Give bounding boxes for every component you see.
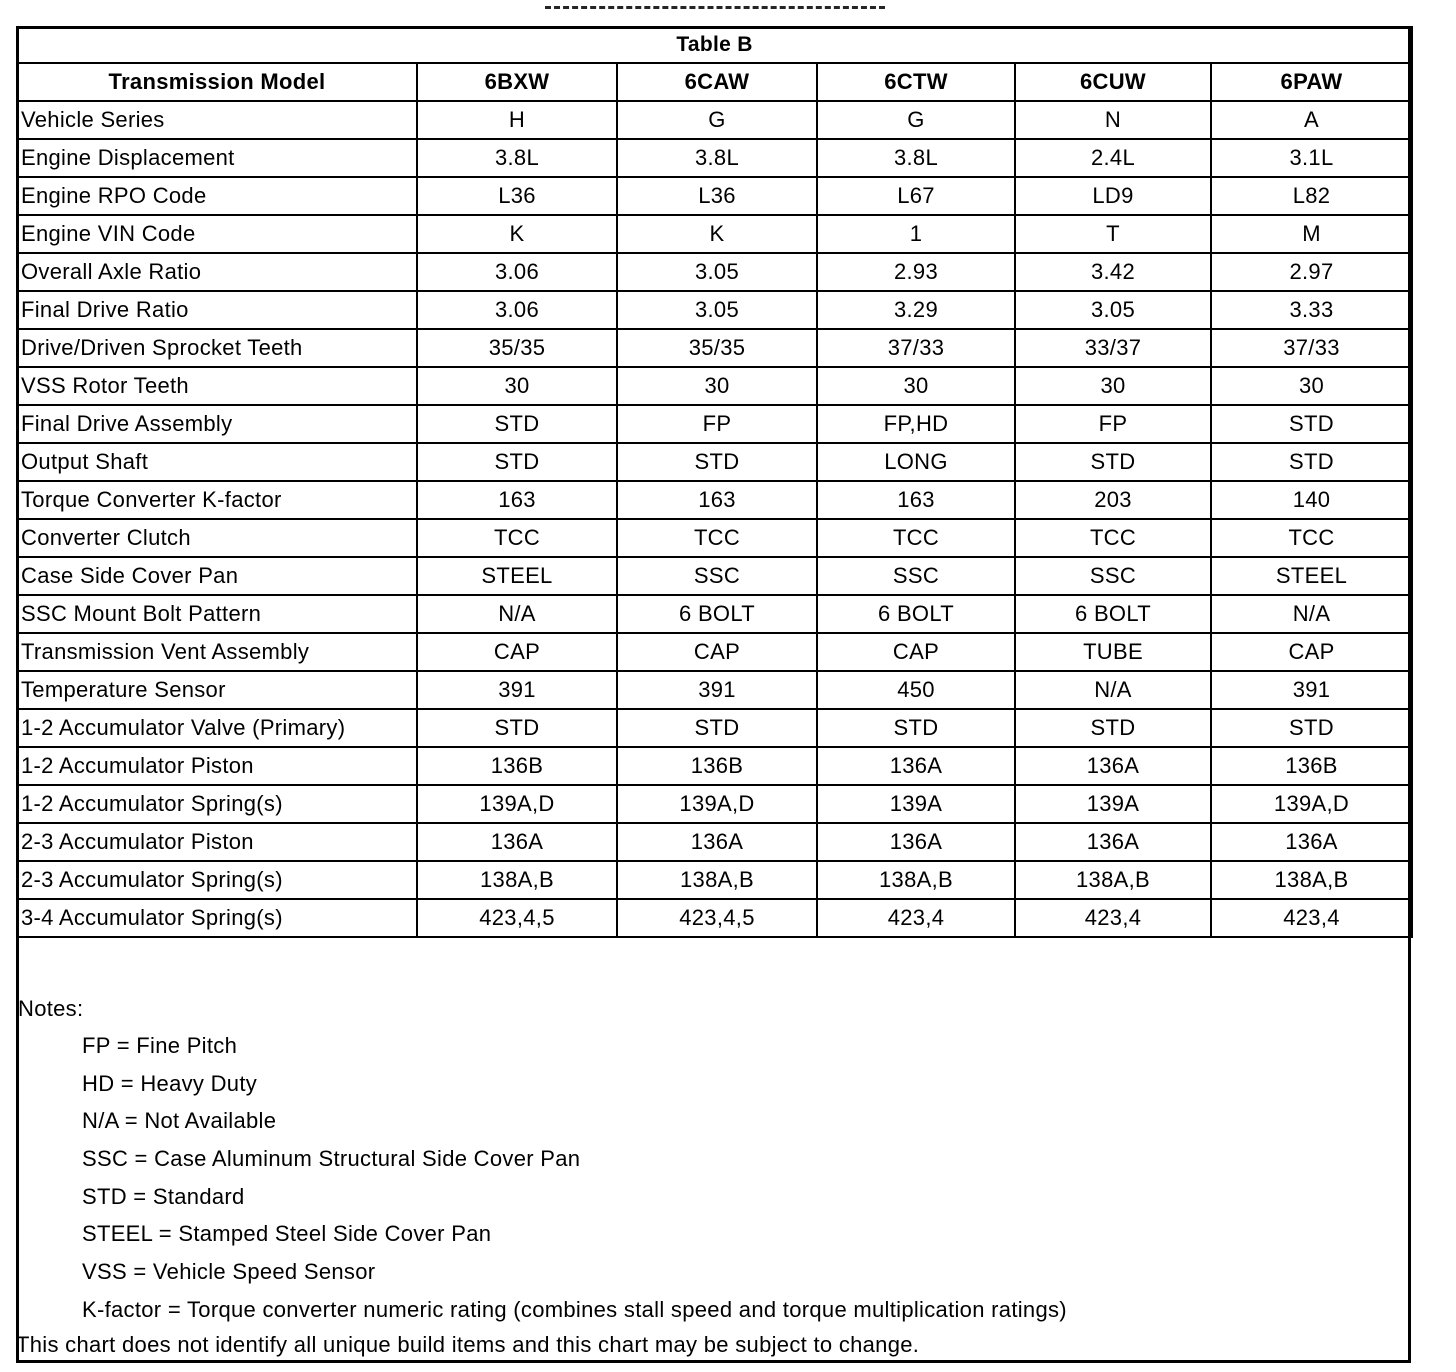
notes-heading: Notes: [18,996,84,1021]
table-cell: STD [417,405,617,443]
table-cell: 1 [817,215,1015,253]
note-item: STD = Standard [82,1183,245,1209]
row-label: Overall Axle Ratio [17,253,417,291]
table-cell: 3.1L [1211,139,1412,177]
row-label: VSS Rotor Teeth [17,367,417,405]
table-cell: 163 [817,481,1015,519]
table-cell: TCC [417,519,617,557]
table-row [17,481,1412,519]
table-cell: 136A [1211,823,1412,861]
table-cell: FP [1015,405,1211,443]
table-cell: 3.05 [617,291,817,329]
table-row [17,253,1412,291]
row-label: Final Drive Assembly [17,405,417,443]
table-cell: 2.4L [1015,139,1211,177]
note-item: FP = Fine Pitch [82,1033,238,1058]
table-cell: STD [1015,443,1211,481]
table-cell: 3.8L [417,139,617,177]
header-model: 6CTW [817,63,1015,101]
table-row [17,367,1412,405]
table-cell: 391 [1211,671,1412,709]
table-row [17,747,1412,785]
table-cell: TCC [1015,519,1211,557]
table-row [17,443,1412,481]
table-cell: 3.06 [417,253,617,291]
table-cell: 3.8L [817,139,1015,177]
table-row [17,291,1412,329]
table-row [17,633,1412,671]
table-cell: SSC [617,557,817,595]
table-cell: 136B [1211,747,1412,785]
table-cell: 6 BOLT [617,595,817,633]
table-cell: FP,HD [817,405,1015,443]
table-cell: L36 [417,177,617,215]
table-cell: 136A [817,823,1015,861]
table-cell: 3.06 [417,291,617,329]
table-cell: 139A,D [417,785,617,823]
table-cell: 3.33 [1211,291,1412,329]
note-item: VSS = Vehicle Speed Sensor [82,1259,376,1285]
header-model: 6BXW [417,63,617,101]
table-cell: STD [617,443,817,481]
table-cell: 136B [617,747,817,785]
table-cell: STEEL [417,557,617,595]
row-label: Temperature Sensor [17,671,417,709]
table-cell: 138A,B [817,861,1015,899]
transmission-spec-table [16,26,1413,938]
table-cell: 423,4 [817,899,1015,937]
table-cell: TCC [617,519,817,557]
row-label: Torque Converter K-factor [17,481,417,519]
table-row [17,899,1412,937]
table-cell: STD [417,709,617,747]
row-label: Engine VIN Code [17,215,417,253]
table-cell: 139A [817,785,1015,823]
table-row [17,329,1412,367]
table-cell: 2.93 [817,253,1015,291]
row-label: Converter Clutch [17,519,417,557]
table-cell: 450 [817,671,1015,709]
table-cell: 30 [417,367,617,405]
header-model: 6CUW [1015,63,1211,101]
row-label: Final Drive Ratio [17,291,417,329]
table-row [17,101,1412,139]
table-cell: L36 [617,177,817,215]
table-cell: CAP [817,633,1015,671]
table-cell: STD [817,709,1015,747]
table-cell: SSC [1015,557,1211,595]
table-cell: N/A [1211,595,1412,633]
row-label: 2-3 Accumulator Piston [17,823,417,861]
table-cell: 139A,D [1211,785,1412,823]
table-cell: G [617,101,817,139]
table-row [17,823,1412,861]
table-cell: 30 [617,367,817,405]
table-cell: 423,4,5 [417,899,617,937]
table-cell: SSC [817,557,1015,595]
table-cell: 136A [417,823,617,861]
note-item: K-factor = Torque converter numeric rating (combines stall speed and torque multiplication ratings) [82,1296,1067,1322]
table-cell: 37/33 [1211,329,1412,367]
table-cell: M [1211,215,1412,253]
table-cell: 3.05 [617,253,817,291]
row-label: Drive/Driven Sprocket Teeth [17,329,417,367]
table-cell: 3.05 [1015,291,1211,329]
table-cell: 30 [1015,367,1211,405]
table-cell: TUBE [1015,633,1211,671]
table-cell: 3.42 [1015,253,1211,291]
table-cell: 2.97 [1211,253,1412,291]
table-row [17,139,1412,177]
row-label: 3-4 Accumulator Spring(s) [17,899,417,937]
table-cell: 391 [617,671,817,709]
table-cell: 136A [1015,823,1211,861]
table-title: Table B [17,27,1412,63]
table-cell: 423,4,5 [617,899,817,937]
table-cell: 136A [617,823,817,861]
row-label: Engine RPO Code [17,177,417,215]
table-cell: 30 [1211,367,1412,405]
table-cell: 138A,B [617,861,817,899]
table-cell: LONG [817,443,1015,481]
cropped-heading-fragment [545,0,885,9]
table-cell: TCC [1211,519,1412,557]
row-label: Vehicle Series [17,101,417,139]
table-cell: CAP [1211,633,1412,671]
table-cell: 3.29 [817,291,1015,329]
table-cell: K [417,215,617,253]
note-item: N/A = Not Available [82,1108,277,1134]
row-label: Case Side Cover Pan [17,557,417,595]
table-cell: A [1211,101,1412,139]
table-cell: LD9 [1015,177,1211,215]
table-cell: STD [417,443,617,481]
table-cell: STD [617,709,817,747]
table-cell: 35/35 [617,329,817,367]
table-cell: T [1015,215,1211,253]
table-row [17,785,1412,823]
table-cell: 33/37 [1015,329,1211,367]
note-item: HD = Heavy Duty [82,1070,258,1096]
row-label: Output Shaft [17,443,417,481]
table-row [17,671,1412,709]
table-cell: 423,4 [1015,899,1211,937]
row-label: 1-2 Accumulator Spring(s) [17,785,417,823]
table-cell: 203 [1015,481,1211,519]
table-cell: FP [617,405,817,443]
table-cell: H [417,101,617,139]
table-header-row [17,63,1412,101]
table-cell: STD [1211,405,1412,443]
table-cell: L82 [1211,177,1412,215]
row-label: 1-2 Accumulator Piston [17,747,417,785]
table-cell: STD [1211,443,1412,481]
table-cell: K [617,215,817,253]
table-cell: 139A,D [617,785,817,823]
table-cell: CAP [617,633,817,671]
header-transmission-model: Transmission Model [17,63,417,101]
table-cell: 136B [417,747,617,785]
table-cell: 6 BOLT [817,595,1015,633]
table-cell: TCC [817,519,1015,557]
table-cell: L67 [817,177,1015,215]
table-cell: 138A,B [417,861,617,899]
table-cell: N/A [417,595,617,633]
table-cell: 35/35 [417,329,617,367]
table-cell: N/A [1015,671,1211,709]
note-item: SSC = Case Aluminum Structural Side Cover Pan [82,1146,581,1172]
table-row [17,595,1412,633]
table-cell: 30 [817,367,1015,405]
table-cell: 136A [1015,747,1211,785]
header-model: 6CAW [617,63,817,101]
table-cell: 37/33 [817,329,1015,367]
table-cell: STEEL [1211,557,1412,595]
row-label: Transmission Vent Assembly [17,633,417,671]
disclaimer-text: This chart does not identify all unique build items and this chart may be subject to change. [16,1332,920,1357]
row-label: SSC Mount Bolt Pattern [17,595,417,633]
table-cell: CAP [417,633,617,671]
table-cell: 138A,B [1211,861,1412,899]
table-title-row [17,27,1412,63]
table-cell: 138A,B [1015,861,1211,899]
table-row [17,861,1412,899]
table-row [17,215,1412,253]
table-row [17,557,1412,595]
table-cell: STD [1015,709,1211,747]
notes-list [82,1032,1067,1334]
table-body [17,101,1412,937]
row-label: Engine Displacement [17,139,417,177]
header-model: 6PAW [1211,63,1412,101]
table-cell: 140 [1211,481,1412,519]
table-cell: 136A [817,747,1015,785]
row-label: 2-3 Accumulator Spring(s) [17,861,417,899]
table-cell: 139A [1015,785,1211,823]
table-cell: 423,4 [1211,899,1412,937]
table-cell: 163 [417,481,617,519]
table-cell: STD [1211,709,1412,747]
table-cell: 391 [417,671,617,709]
table-row [17,405,1412,443]
table-cell: 163 [617,481,817,519]
table-cell: G [817,101,1015,139]
table-row [17,519,1412,557]
table-cell: N [1015,101,1211,139]
note-item: STEEL = Stamped Steel Side Cover Pan [82,1221,492,1247]
row-label: 1-2 Accumulator Valve (Primary) [17,709,417,747]
table-row [17,709,1412,747]
table-row [17,177,1412,215]
table-cell: 6 BOLT [1015,595,1211,633]
table-cell: 3.8L [617,139,817,177]
